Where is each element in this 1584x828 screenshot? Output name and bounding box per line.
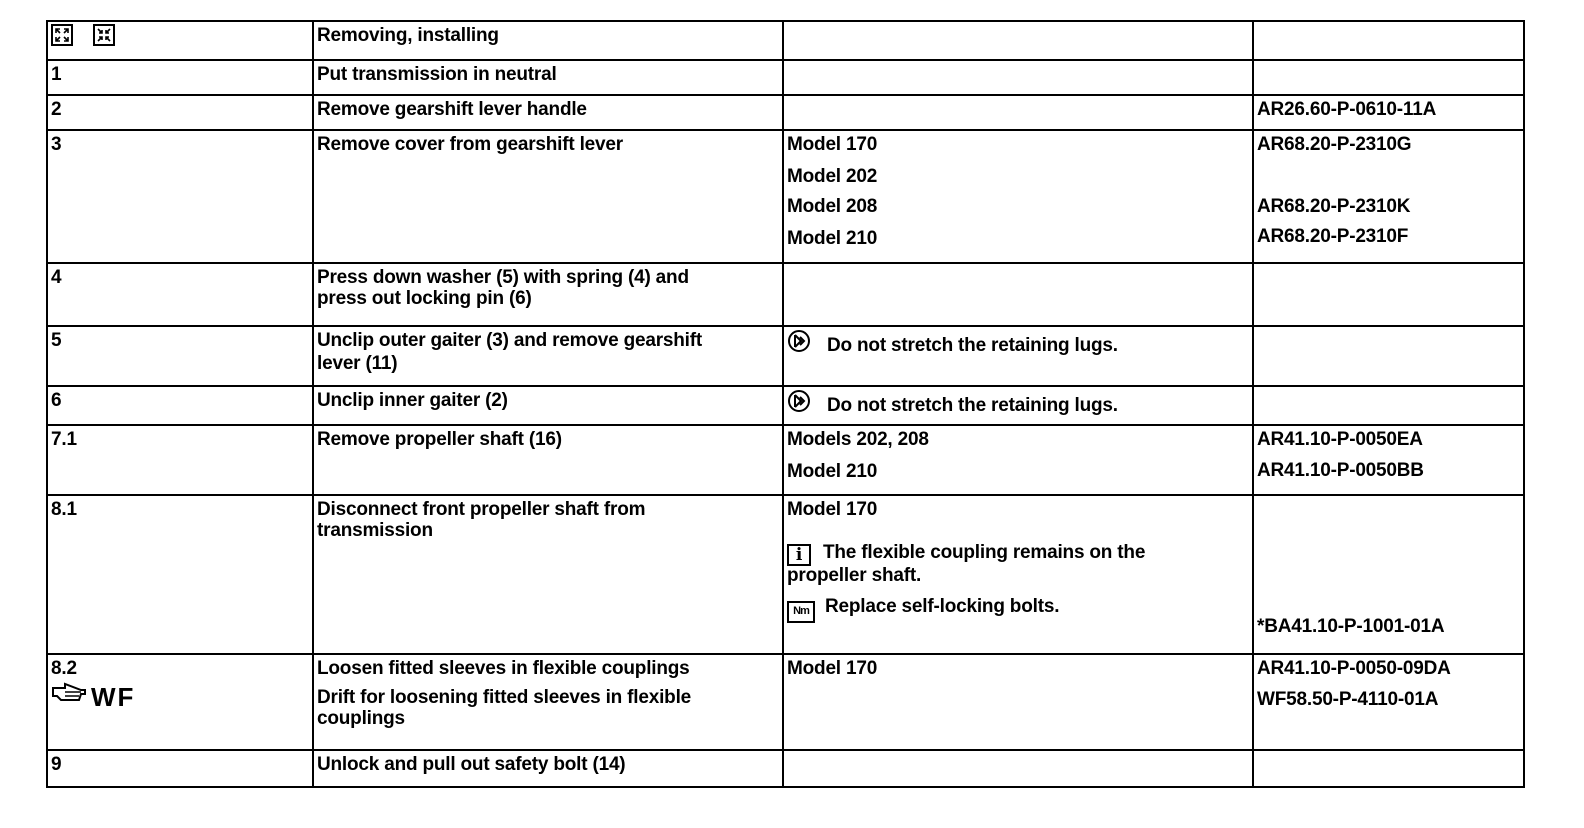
remove-symbol-icon [51,24,73,46]
model-label: Model 170 [787,499,878,520]
table-row [47,60,1524,95]
table-row [47,654,1524,750]
step-cell [47,21,313,60]
model-label: Model 170 [787,134,878,155]
info-note-continued: propeller shaft. [787,565,922,586]
procedure-table [46,20,1525,788]
reference-cell [1253,425,1524,495]
reference-link[interactable]: AR68.20-P-2310K [1257,196,1411,217]
step-text: Remove propeller shaft (16) [313,425,783,495]
note-cell [783,386,1253,425]
step-cell [47,654,313,750]
reference-link[interactable]: AR68.20-P-2310G [1257,134,1412,155]
table-row [47,21,1524,60]
tool-description: Drift for loosening fitted sleeves in flexible [317,687,692,708]
reference-link[interactable]: AR41.10-P-0050BB [1257,460,1424,481]
caution-icon [787,389,811,413]
pointing-hand-icon [51,682,87,704]
step-text: Press down washer (5) with spring (4) and press out locking pin (6) [313,263,783,326]
step-text: Put transmission in neutral [313,60,783,95]
step-text: Disconnect front propeller shaft from transmission [313,495,783,654]
table-row [47,750,1524,787]
reference-link[interactable]: *BA41.10-P-1001-01A [1257,616,1445,637]
torque-icon: Nm [787,601,815,623]
reference-cell [1253,495,1524,654]
reference-link[interactable]: AR41.10-P-0050-09DA [1257,658,1451,679]
step-number: 8.1 [47,495,313,654]
table-row [47,386,1524,425]
step-number: 8.2 [51,658,77,679]
tool-description: couplings [317,708,405,729]
table-row [47,326,1524,386]
header-title: Removing, installing [313,21,783,60]
reference-link[interactable]: AR26.60-P-0610-11A [1253,95,1524,130]
torque-note: Replace self-locking bolts. [825,596,1060,617]
step-number: 4 [47,263,313,326]
model-cell [783,425,1253,495]
table-row [47,425,1524,495]
info-icon: i [787,544,811,566]
model-label: Model 202 [787,166,878,187]
caution-icon [787,329,811,353]
step-text: Unclip inner gaiter (2) [313,386,783,425]
reference-link[interactable]: WF58.50-P-4110-01A [1257,689,1439,710]
step-text: Remove gearshift lever handle [313,95,783,130]
step-number: 5 [47,326,313,386]
model-cell [783,495,1253,654]
step-number: 9 [47,750,313,787]
step-number: 7.1 [47,425,313,495]
model-label: Model 210 [787,228,878,249]
install-symbol-icon [93,24,115,46]
model-label: Model 208 [787,196,878,217]
table-row [47,495,1524,654]
step-number: 2 [47,95,313,130]
reference-cell [1253,130,1524,263]
table-row [47,130,1524,263]
tool-label: WF [91,682,136,712]
reference-link[interactable]: AR68.20-P-2310F [1257,226,1409,247]
step-text: Unlock and pull out safety bolt (14) [313,750,783,787]
step-text: Loosen fitted sleeves in flexible couplings Drift for loosening fitted sleeves in flexible couplings [313,654,783,750]
model-label: Models 202, 208 [787,429,929,450]
step-number: 6 [47,386,313,425]
step-number: 3 [47,130,313,263]
table-row [47,95,1524,130]
step-text: Remove cover from gearshift lever [313,130,783,263]
step-text: Unclip outer gaiter (3) and remove gearshift lever (11) [313,326,783,386]
table-row [47,263,1524,326]
reference-link[interactable]: AR41.10-P-0050EA [1257,429,1423,450]
model-cell [783,130,1253,263]
model-label: Model 170 [783,654,1253,750]
caution-note: Do not stretch the retaining lugs. [827,335,1118,356]
reference-cell [1253,654,1524,750]
caution-note: Do not stretch the retaining lugs. [827,395,1118,416]
note-cell [783,326,1253,386]
info-note: The flexible coupling remains on the [823,542,1146,563]
step-number: 1 [47,60,313,95]
model-label: Model 210 [787,461,878,482]
